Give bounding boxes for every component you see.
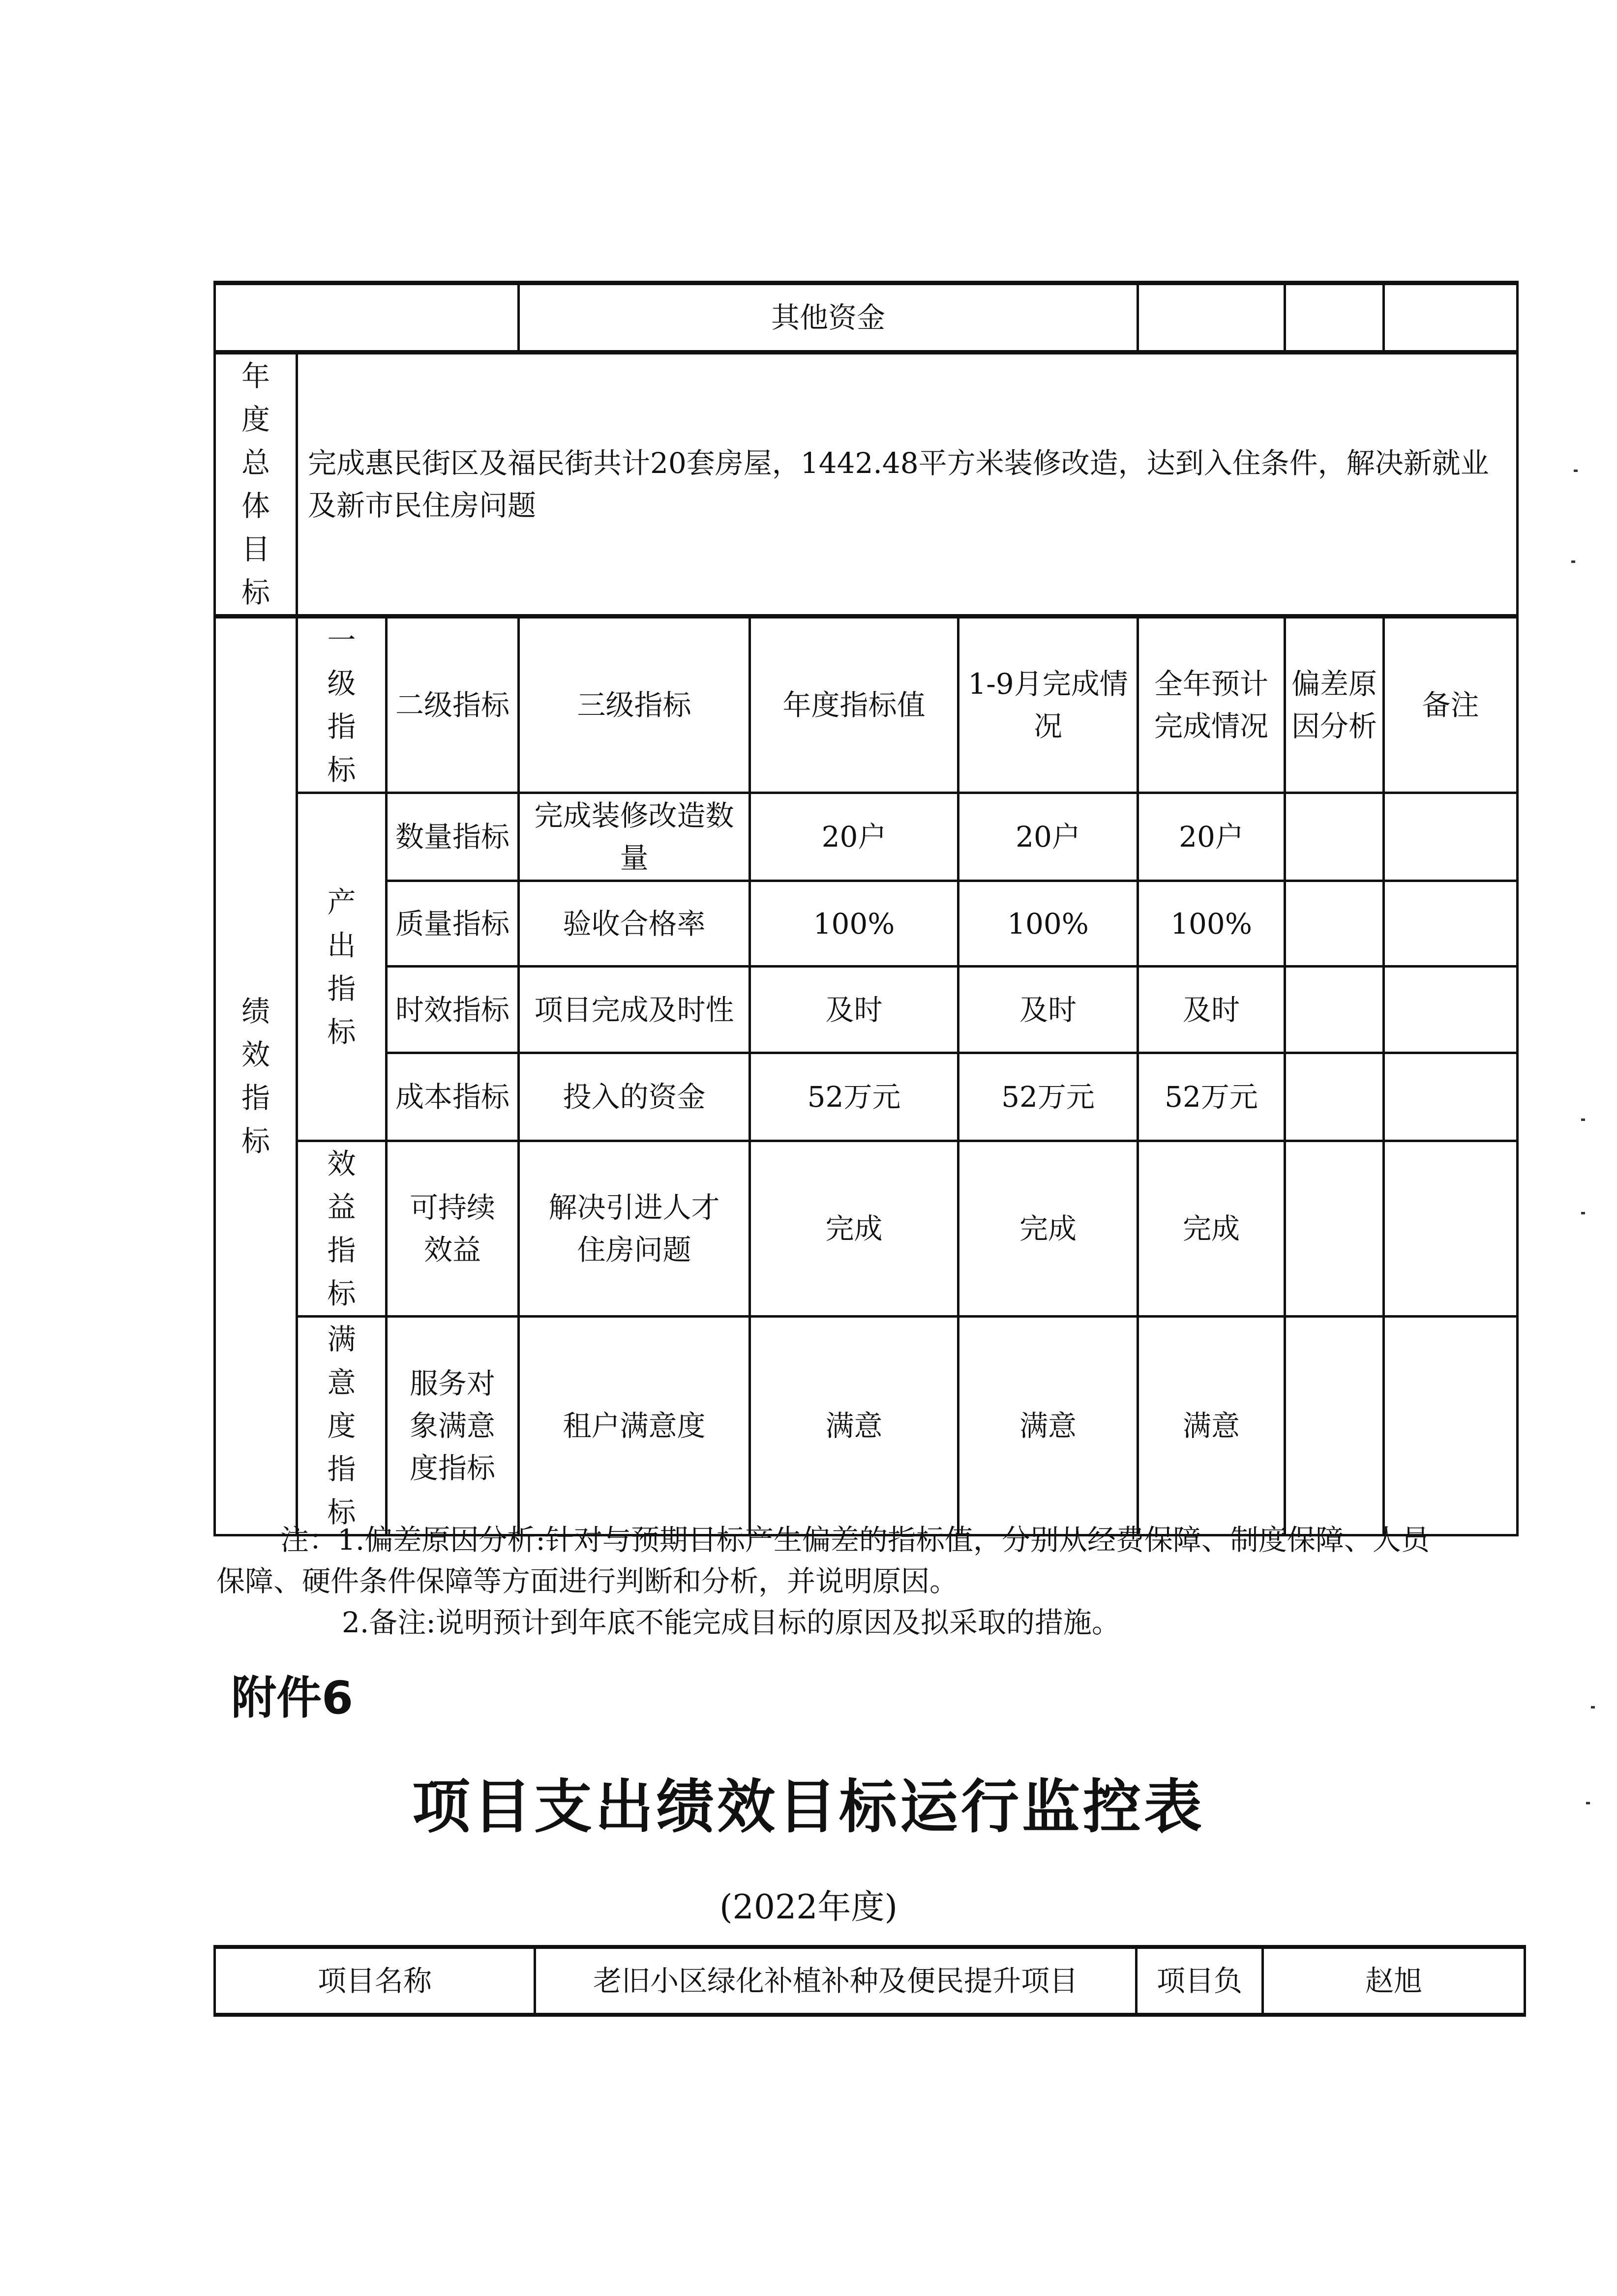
target: 20户 <box>750 793 958 881</box>
header-ytd: 1-9月完成情况 <box>958 617 1138 793</box>
header-level3: 三级指标 <box>519 617 750 793</box>
note-line-3: 2.备注:说明预计到年底不能完成目标的原因及拟采取的措施。 <box>342 1606 1120 1639</box>
remark <box>1384 881 1518 967</box>
scan-speck <box>1581 1119 1585 1121</box>
table-row <box>215 881 1518 967</box>
forecast: 满意 <box>1138 1317 1285 1535</box>
remark <box>1384 1141 1518 1317</box>
project-name-label: 项目名称 <box>215 1947 535 2015</box>
level3: 解决引进人才住房问题 <box>519 1141 750 1317</box>
table-row <box>215 793 1518 881</box>
level1-satisfaction: 满意度指标 <box>297 1317 387 1535</box>
annual-goal-label: 年度总体目标 <box>215 353 297 617</box>
empty-cell <box>1285 283 1384 353</box>
table-row <box>215 1053 1518 1141</box>
performance-table <box>213 281 1519 1536</box>
forecast: 52万元 <box>1138 1053 1285 1141</box>
project-info-table <box>213 1945 1526 2017</box>
forecast: 100% <box>1138 881 1285 967</box>
level3: 验收合格率 <box>519 881 750 967</box>
level2: 时效指标 <box>387 967 519 1053</box>
document-year: (2022年度) <box>719 1888 898 1927</box>
scan-speck <box>1591 1706 1595 1708</box>
remark <box>1384 967 1518 1053</box>
ytd: 完成 <box>958 1141 1138 1317</box>
level1-output: 产出指标 <box>297 793 387 1141</box>
document-title: 项目支出绩效目标运行监控表 <box>412 1773 1205 1841</box>
project-owner-label: 项目负 <box>1137 1947 1263 2015</box>
table-row <box>215 967 1518 1053</box>
other-funds-label: 其他资金 <box>519 283 1138 353</box>
deviation <box>1285 967 1384 1053</box>
note-line-2: 保障、硬件条件保障等方面进行判断和分析，并说明原因。 <box>216 1564 958 1598</box>
target: 满意 <box>750 1317 958 1535</box>
level1-benefit: 效益指标 <box>297 1141 387 1317</box>
level3: 完成装修改造数量 <box>519 793 750 881</box>
ytd: 20户 <box>958 793 1138 881</box>
remark <box>1384 1053 1518 1141</box>
table-row <box>215 1141 1518 1317</box>
level2: 质量指标 <box>387 881 519 967</box>
empty-cell <box>1138 283 1285 353</box>
header-deviation: 偏差原因分析 <box>1285 617 1384 793</box>
target: 及时 <box>750 967 958 1053</box>
ytd: 及时 <box>958 967 1138 1053</box>
project-name: 老旧小区绿化补植补种及便民提升项目 <box>535 1947 1137 2015</box>
annex-label: 附件6 <box>231 1672 354 1724</box>
forecast: 20户 <box>1138 793 1285 881</box>
scan-speck <box>1574 470 1578 472</box>
forecast: 完成 <box>1138 1141 1285 1317</box>
level3: 项目完成及时性 <box>519 967 750 1053</box>
empty-cell <box>215 283 519 353</box>
header-remark: 备注 <box>1384 617 1518 793</box>
deviation <box>1285 1053 1384 1141</box>
scan-speck <box>1571 560 1575 563</box>
ytd: 100% <box>958 881 1138 967</box>
header-level2: 二级指标 <box>387 617 519 793</box>
level2: 服务对象满意度指标 <box>387 1317 519 1535</box>
deviation <box>1285 1317 1384 1535</box>
table-row <box>215 1317 1518 1535</box>
level3: 投入的资金 <box>519 1053 750 1141</box>
scan-speck <box>1581 1212 1585 1214</box>
level2: 成本指标 <box>387 1053 519 1141</box>
scan-speck <box>1586 1802 1590 1804</box>
forecast: 及时 <box>1138 967 1285 1053</box>
header-level1: 一级指标 <box>297 617 387 793</box>
deviation <box>1285 881 1384 967</box>
project-owner: 赵旭 <box>1263 1947 1525 2015</box>
annual-goal-text: 完成惠民街区及福民街共计20套房屋，1442.48平方米装修改造，达到入住条件，解决新就业及新市民住房问题 <box>297 353 1518 617</box>
target: 完成 <box>750 1141 958 1317</box>
level2: 可持续效益 <box>387 1141 519 1317</box>
header-forecast: 全年预计完成情况 <box>1138 617 1285 793</box>
remark <box>1384 1317 1518 1535</box>
deviation <box>1285 793 1384 881</box>
level2: 数量指标 <box>387 793 519 881</box>
target: 100% <box>750 881 958 967</box>
ytd: 52万元 <box>958 1053 1138 1141</box>
empty-cell <box>1384 283 1518 353</box>
header-target: 年度指标值 <box>750 617 958 793</box>
deviation <box>1285 1141 1384 1317</box>
remark <box>1384 793 1518 881</box>
note-line-1: 注：1.偏差原因分析:针对与预期目标产生偏差的指标值，分别从经费保障、制度保障、人员 <box>280 1523 1430 1557</box>
perf-indicator-label: 绩效指标 <box>215 617 297 1535</box>
ytd: 满意 <box>958 1317 1138 1535</box>
level3: 租户满意度 <box>519 1317 750 1535</box>
target: 52万元 <box>750 1053 958 1141</box>
